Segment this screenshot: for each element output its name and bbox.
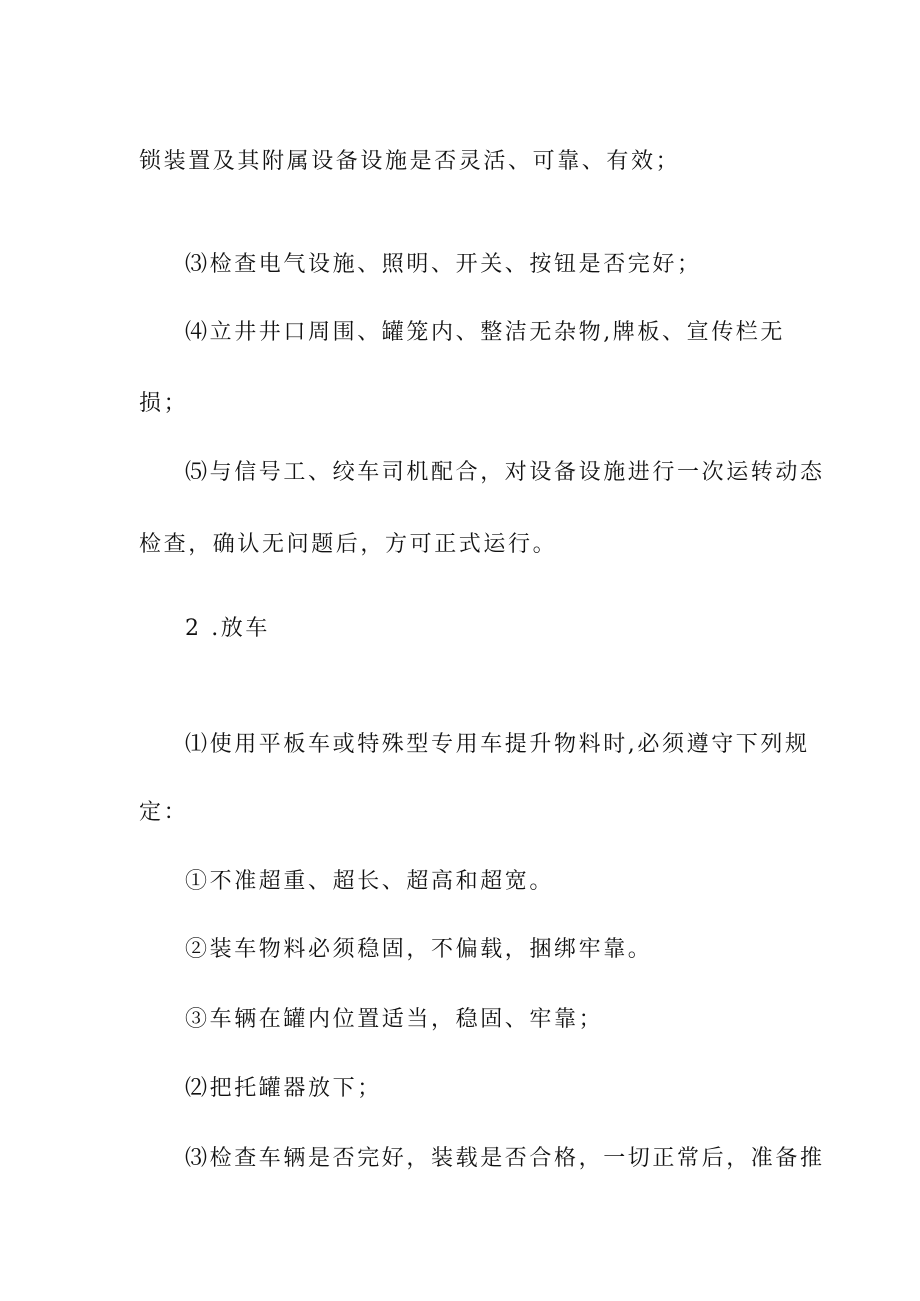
text-line-2: ⑶检查电气设施、照明、开关、按钮是否完好； [185, 252, 702, 277]
text-line-6: 检查，确认无问题后，方可正式运行。 [139, 532, 558, 557]
text-line-4: 损； [139, 391, 189, 416]
text-line-12: ③车辆在罐内位置适当，稳固、牢靠； [185, 1007, 604, 1032]
text-line-3: ⑷立井井口周围、罐笼内、整洁无杂物,牌板、宣传栏无 [185, 320, 785, 345]
text-line-10: ①不准超重、超长、超高和超宽。 [185, 869, 555, 894]
text-line-5: ⑸与信号工、绞车司机配合，对设备设施进行一次运转动态 [185, 460, 825, 485]
text-line-11: ②装车物料必须稳固，不偏载，捆绑牢靠。 [185, 937, 653, 962]
text-line-14: ⑶检查车辆是否完好，装载是否合格，一切正常后，准备推 [185, 1146, 825, 1171]
text-line-1: 锁装置及其附属设备设施是否灵活、可靠、有效； [139, 149, 681, 174]
section-heading: 2 .放车 [185, 616, 270, 641]
text-line-8: ⑴使用平板车或特殊型专用车提升物料时,必须遵守下列规 [185, 732, 810, 757]
text-line-9: 定： [139, 800, 189, 825]
text-line-13: ⑵把托罐器放下； [185, 1076, 382, 1101]
